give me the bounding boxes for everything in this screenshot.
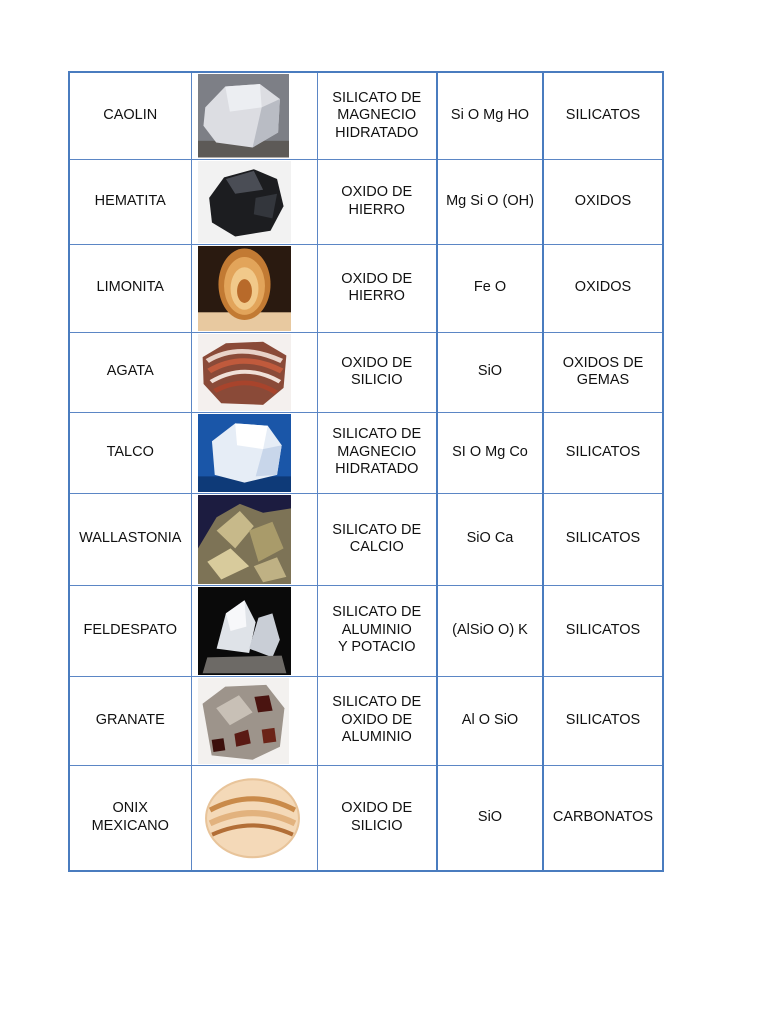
mineral-photo-cell [191, 585, 317, 676]
formula: SiO [437, 332, 543, 412]
table-row [69, 493, 663, 585]
composition: SILICATO DE MAGNECIO HIDRATADO [317, 412, 437, 493]
mineral-name: ONIX MEXICANO [69, 765, 191, 871]
mineral-photo-cell [191, 676, 317, 765]
formula: Al O SiO [437, 676, 543, 765]
granate-photo [198, 678, 289, 764]
wallastonia-photo [198, 495, 291, 584]
formula: Fe O [437, 244, 543, 332]
table-row [69, 332, 663, 412]
banded-oval-photo [198, 246, 291, 331]
table-row [69, 72, 663, 159]
table-row [69, 244, 663, 332]
formula: SI O Mg Co [437, 412, 543, 493]
mineral-photo-cell [191, 765, 317, 871]
composition: OXIDO DE SILICIO [317, 332, 437, 412]
mineral-photo-cell [191, 159, 317, 244]
feldespato-photo [198, 587, 291, 675]
black-rock-photo [198, 161, 291, 243]
mineral-photo-cell [191, 493, 317, 585]
mineral-group: OXIDOS DE GEMAS [543, 332, 663, 412]
minerals-table [68, 71, 664, 872]
composition: OXIDO DE HIERRO [317, 244, 437, 332]
formula: (AlSiO O) K [437, 585, 543, 676]
mineral-group: SILICATOS [543, 72, 663, 159]
mineral-name: TALCO [69, 412, 191, 493]
mineral-name: HEMATITA [69, 159, 191, 244]
composition: SILICATO DE ALUMINIO Y POTACIO [317, 585, 437, 676]
talc-photo [198, 414, 291, 492]
mineral-photo-cell [191, 72, 317, 159]
table-row [69, 585, 663, 676]
mineral-group: SILICATOS [543, 585, 663, 676]
mineral-name: CAOLIN [69, 72, 191, 159]
mineral-group: OXIDOS [543, 244, 663, 332]
table-row [69, 412, 663, 493]
composition: SILICATO DE OXIDO DE ALUMINIO [317, 676, 437, 765]
mineral-photo-cell [191, 332, 317, 412]
composition: SILICATO DE CALCIO [317, 493, 437, 585]
mineral-group: SILICATOS [543, 412, 663, 493]
mineral-group: CARBONATOS [543, 765, 663, 871]
mineral-group: SILICATOS [543, 493, 663, 585]
onix-photo [202, 767, 303, 870]
mineral-name: WALLASTONIA [69, 493, 191, 585]
formula: SiO Ca [437, 493, 543, 585]
formula: Si O Mg HO [437, 72, 543, 159]
formula: SiO [437, 765, 543, 871]
mineral-name: GRANATE [69, 676, 191, 765]
composition: SILICATO DE MAGNECIO HIDRATADO [317, 72, 437, 159]
composition: OXIDO DE SILICIO [317, 765, 437, 871]
agate-photo [198, 334, 291, 411]
table-row [69, 765, 663, 871]
mineral-name: LIMONITA [69, 244, 191, 332]
mineral-name: AGATA [69, 332, 191, 412]
composition: OXIDO DE HIERRO [317, 159, 437, 244]
mineral-name: FELDESPATO [69, 585, 191, 676]
formula: Mg Si O (OH) [437, 159, 543, 244]
mineral-photo-cell [191, 412, 317, 493]
mineral-group: SILICATOS [543, 676, 663, 765]
table-row [69, 159, 663, 244]
table-row [69, 676, 663, 765]
white-rock-photo [198, 74, 289, 158]
mineral-group: OXIDOS [543, 159, 663, 244]
mineral-photo-cell [191, 244, 317, 332]
